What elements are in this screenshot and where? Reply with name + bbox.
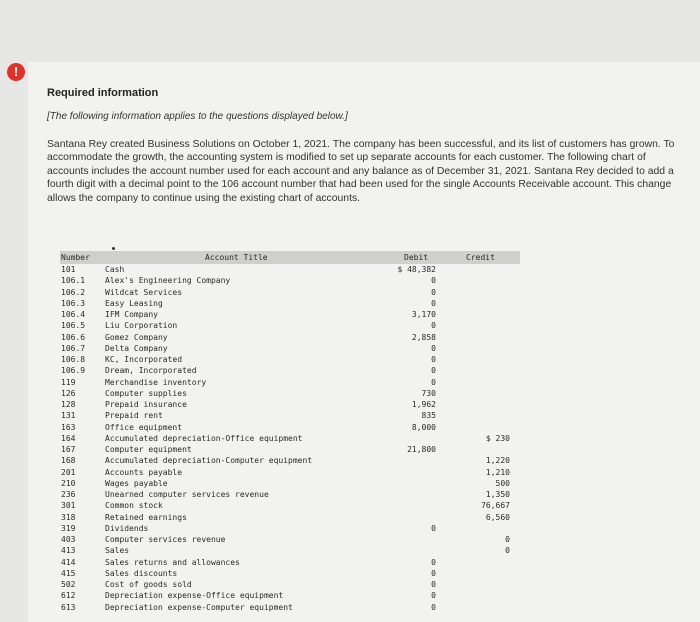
- table-row: [60, 501, 520, 512]
- account-title: Easy Leasing: [105, 298, 163, 308]
- account-title: Dividends: [105, 523, 149, 533]
- credit-value: 1,350: [485, 490, 510, 499]
- account-number: 612: [61, 591, 76, 601]
- alert-icon: !: [7, 63, 25, 81]
- debit-value: 0: [431, 557, 436, 567]
- credit-value: 0: [505, 535, 510, 544]
- account-title: Sales discounts: [105, 568, 178, 578]
- account-number: 415: [61, 568, 76, 578]
- info-note: [The following information applies to the questions displayed below.]: [47, 111, 348, 122]
- account-title: Delta Company: [105, 343, 168, 353]
- decorative-dot: [112, 247, 115, 250]
- account-number: 164: [61, 433, 76, 443]
- account-number: 106.2: [61, 287, 86, 297]
- debit-value: 1,962: [411, 400, 436, 409]
- account-number: 502: [61, 580, 76, 589]
- account-title: Wildcat Services: [105, 287, 183, 297]
- debit-value: 835: [421, 411, 436, 421]
- table-row: [60, 513, 520, 524]
- debit-value: 0: [431, 523, 436, 533]
- debit-value: 2,858: [411, 332, 436, 342]
- table-row: [60, 591, 520, 602]
- account-number: 106.8: [61, 355, 86, 364]
- account-number: 106.4: [61, 310, 86, 319]
- debit-value: 0: [431, 287, 436, 297]
- table-row: [60, 366, 520, 377]
- table-row: [60, 603, 520, 614]
- account-title: Computer services revenue: [105, 535, 226, 544]
- debit-value: 0: [431, 591, 436, 601]
- debit-value: 0: [431, 580, 436, 589]
- account-title: Merchandise inventory: [105, 377, 207, 387]
- credit-value: 500: [495, 478, 510, 488]
- account-title: Retained earnings: [105, 512, 187, 522]
- account-number: 167: [61, 445, 76, 454]
- debit-value: 0: [431, 602, 436, 612]
- account-title: Cost of goods sold: [105, 580, 192, 589]
- problem-description: Santana Rey created Business Solutions on October 1, 2021. The company has been successful, and its list of customers has grown. To accommodate the growth, the accounting system is modified to set up separate accounts for each customer. The following chart of accounts includes the account number used for each account and any balance as of December 31, 2021. Santana Rey decided to add a fourth digit with a decimal point to the 106 account number that had been used for the single Accounts Receivable account. This change allows the company to continue using the existing chart of accounts.: [47, 139, 675, 204]
- debit-value: 0: [431, 568, 436, 578]
- account-number: 126: [61, 388, 76, 398]
- account-number: 318: [61, 512, 76, 522]
- debit-value: 0: [431, 355, 436, 364]
- header-account-title: Account Title: [205, 253, 268, 262]
- credit-value: 76,667: [481, 501, 510, 511]
- account-title: Prepaid insurance: [105, 400, 187, 409]
- table-row: [60, 558, 520, 569]
- table-row: [60, 276, 520, 287]
- table-row: [60, 580, 520, 591]
- table-row: [60, 355, 520, 366]
- table-row: [60, 468, 520, 479]
- debit-value: 0: [431, 366, 436, 376]
- credit-value: 6,560: [485, 512, 510, 522]
- table-row: [60, 445, 520, 456]
- table-row: [60, 535, 520, 546]
- debit-value: 0: [431, 321, 436, 331]
- table-row: [60, 434, 520, 445]
- credit-value: 0: [505, 546, 510, 556]
- account-number: 403: [61, 535, 76, 544]
- account-number: 106.6: [61, 332, 86, 342]
- table-row: [60, 546, 520, 557]
- account-title: Computer equipment: [105, 445, 192, 454]
- account-title: Dream, Incorporated: [105, 366, 197, 376]
- account-number: 101: [61, 265, 76, 274]
- account-number: 163: [61, 422, 76, 432]
- debit-value: 0: [431, 343, 436, 353]
- header-credit: Credit: [466, 253, 495, 262]
- account-title: Wages payable: [105, 478, 168, 488]
- account-title: Accumulated depreciation-Office equipment: [105, 433, 303, 443]
- account-number: 201: [61, 467, 76, 477]
- credit-value: 1,210: [485, 467, 510, 477]
- table-header: [60, 251, 520, 264]
- table-row: [60, 524, 520, 535]
- account-title: Cash: [105, 265, 125, 274]
- account-title: Common stock: [105, 501, 163, 511]
- account-title: Accumulated depreciation-Computer equipment: [105, 456, 313, 466]
- debit-value: 0: [431, 276, 436, 286]
- account-number: 106.9: [61, 366, 86, 376]
- table-row: [60, 378, 520, 389]
- account-title: Sales returns and allowances: [105, 557, 240, 567]
- account-title: KC, Incorporated: [105, 355, 183, 364]
- account-number: 613: [61, 602, 76, 612]
- account-title: Depreciation expense-Office equipment: [105, 591, 284, 601]
- table-row: [60, 400, 520, 411]
- account-number: 106.1: [61, 276, 86, 286]
- table-row: [60, 389, 520, 400]
- table-row: [60, 333, 520, 344]
- account-number: 236: [61, 490, 76, 499]
- table-row: [60, 490, 520, 501]
- account-title: Computer supplies: [105, 388, 187, 398]
- account-number: 106.3: [61, 298, 86, 308]
- account-title: Liu Corporation: [105, 321, 178, 331]
- debit-value: 21,800: [407, 445, 436, 454]
- account-title: Office equipment: [105, 422, 183, 432]
- account-number: 413: [61, 546, 76, 556]
- table-row: [60, 569, 520, 580]
- table-row: [60, 265, 520, 276]
- account-title: Sales: [105, 546, 130, 556]
- debit-value: 0: [431, 298, 436, 308]
- account-title: Alex's Engineering Company: [105, 276, 231, 286]
- table-row: [60, 299, 520, 310]
- chart-of-accounts-table: [60, 251, 520, 622]
- account-title: IFM Company: [105, 310, 158, 319]
- account-number: 168: [61, 456, 76, 466]
- header-debit: Debit: [404, 253, 429, 262]
- table-row: [60, 288, 520, 299]
- table-row: [60, 456, 520, 467]
- account-number: 119: [61, 377, 76, 387]
- account-number: 131: [61, 411, 76, 421]
- debit-value: $ 48,382: [397, 265, 436, 274]
- account-number: 414: [61, 557, 76, 567]
- account-number: 106.7: [61, 343, 86, 353]
- account-number: 128: [61, 400, 76, 409]
- table-row: [60, 310, 520, 321]
- credit-value: $ 230: [485, 433, 510, 443]
- table-row: [60, 321, 520, 332]
- header-number: Number: [61, 253, 90, 262]
- account-title: Prepaid rent: [105, 411, 163, 421]
- account-title: Accounts payable: [105, 467, 183, 477]
- debit-value: 730: [421, 388, 436, 398]
- account-number: 106.5: [61, 321, 86, 331]
- account-title: Depreciation expense-Computer equipment: [105, 602, 293, 612]
- table-row: [60, 344, 520, 355]
- table-row: [60, 423, 520, 434]
- table-row: [60, 479, 520, 490]
- credit-value: 1,220: [485, 456, 510, 466]
- account-number: 210: [61, 478, 76, 488]
- account-number: 301: [61, 501, 76, 511]
- debit-value: 3,170: [411, 310, 436, 319]
- account-number: 319: [61, 523, 76, 533]
- table-row: [60, 411, 520, 422]
- page-title: Required information: [47, 87, 159, 99]
- account-title: Gomez Company: [105, 332, 168, 342]
- debit-value: 8,000: [411, 422, 436, 432]
- debit-value: 0: [431, 377, 436, 387]
- account-title: Unearned computer services revenue: [105, 490, 269, 499]
